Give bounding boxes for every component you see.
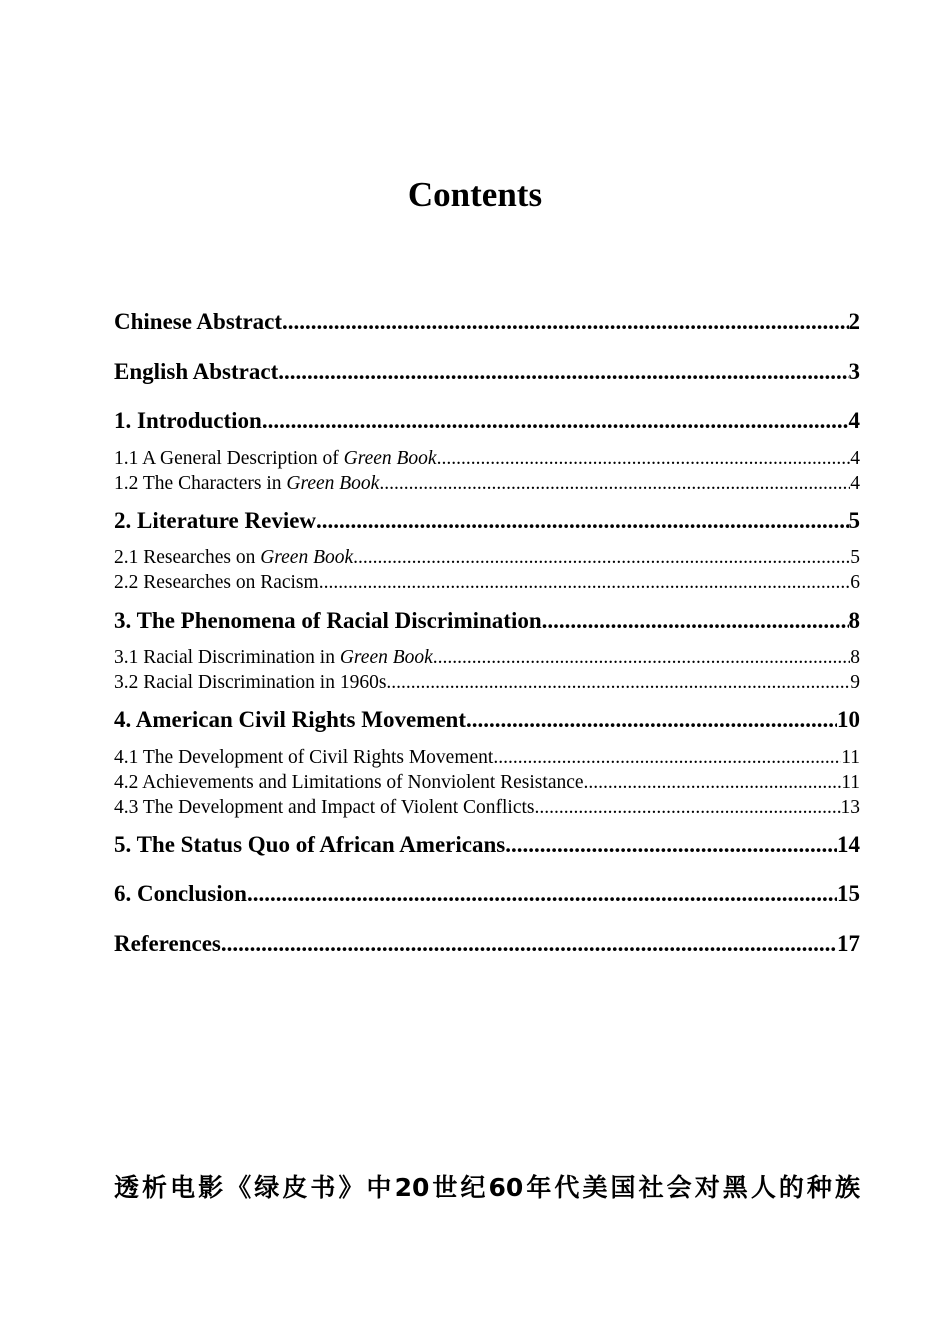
toc-entry-title: 1.2 The Characters in Green Book	[114, 473, 380, 494]
dot-leader	[386, 670, 850, 695]
toc-entry-title: 4.3 The Development and Impact of Violent Conflicts	[114, 797, 535, 818]
toc-page-number: 4	[848, 408, 860, 433]
toc-entry-title: 6. Conclusion	[114, 881, 247, 906]
toc-entry-english-abstract[interactable]	[114, 357, 860, 387]
dot-leader	[353, 545, 850, 570]
toc-entry-4-2[interactable]	[114, 770, 860, 795]
dot-leader	[493, 745, 841, 770]
dot-leader	[437, 446, 851, 471]
toc-page-number: 14	[837, 832, 860, 857]
toc-page-number: 6	[850, 572, 860, 593]
toc-entry-title: 4.2 Achievements and Limitations of Nonviolent Resistance	[114, 772, 584, 793]
toc-page-number: 9	[850, 672, 860, 693]
toc-page-number: 3	[848, 359, 860, 384]
toc-entry-conclusion[interactable]	[114, 879, 860, 909]
toc-entry-title: 2.2 Researches on Racism	[114, 572, 319, 593]
dot-leader	[505, 830, 837, 860]
toc-page-number: 4	[850, 448, 860, 469]
toc-entry-1-1[interactable]	[114, 446, 860, 471]
toc-entry-4-1[interactable]	[114, 745, 860, 770]
toc-page-number: 2	[848, 309, 860, 334]
toc-entry-status-quo[interactable]	[114, 830, 860, 860]
toc-entry-2-1[interactable]	[114, 545, 860, 570]
toc-entry-3-1[interactable]	[114, 645, 860, 670]
dot-leader	[282, 307, 848, 337]
dot-leader	[535, 795, 841, 820]
toc-entry-title: 5. The Status Quo of African Americans	[114, 832, 506, 857]
dot-leader	[247, 879, 837, 909]
dot-leader	[466, 705, 837, 735]
toc-page-number: 17	[837, 931, 860, 956]
dot-leader	[379, 471, 850, 496]
toc-entry-title: 2. Literature Review	[114, 508, 317, 533]
toc-entry-title: 1. Introduction	[114, 408, 262, 433]
toc-page-number: 8	[848, 608, 860, 633]
toc-page-number: 5	[850, 547, 860, 568]
toc-entry-references[interactable]	[114, 929, 860, 959]
dot-leader	[278, 357, 848, 387]
toc-page-number: 5	[848, 508, 860, 533]
dot-leader	[262, 406, 849, 436]
toc-page-number: 15	[837, 881, 860, 906]
dot-leader	[433, 645, 850, 670]
toc-entry-3-2[interactable]	[114, 670, 860, 695]
toc-page-number: 8	[850, 647, 860, 668]
page-title: Contents	[407, 175, 543, 215]
toc-entry-title: 2.1 Researches on Green Book	[114, 547, 354, 568]
toc-page-number: 10	[837, 707, 860, 732]
toc-entry-title: 3.1 Racial Discrimination in Green Book	[114, 647, 433, 668]
dot-leader	[542, 606, 849, 636]
toc-page-number: 11	[841, 772, 860, 793]
toc-entry-civil-rights-movement[interactable]	[114, 705, 860, 735]
dot-leader	[584, 770, 842, 795]
dot-leader	[316, 506, 848, 536]
toc-entry-2-2[interactable]	[114, 570, 860, 595]
dot-leader	[221, 929, 837, 959]
toc-entry-introduction[interactable]	[114, 406, 860, 436]
toc-entry-1-2[interactable]	[114, 471, 860, 496]
toc-page-number: 4	[850, 473, 860, 494]
toc-entry-4-3[interactable]	[114, 795, 860, 820]
toc-entry-title: References	[114, 931, 221, 956]
dot-leader	[319, 570, 851, 595]
toc-page-number: 11	[841, 747, 860, 768]
toc-entry-title: 4.1 The Development of Civil Rights Movement	[114, 747, 494, 768]
toc-entry-title: 3.2 Racial Discrimination in 1960s	[114, 672, 387, 693]
toc-entry-racial-discrimination[interactable]	[114, 606, 860, 636]
toc-entry-title: 4. American Civil Rights Movement	[114, 707, 466, 732]
toc-entry-title: English Abstract	[114, 359, 279, 384]
toc-entry-literature-review[interactable]	[114, 506, 860, 536]
chinese-thesis-title: 透析电影《绿皮书》中20世纪60年代美国社会对黑人的种族	[114, 1173, 860, 1202]
toc-entry-title: Chinese Abstract	[114, 309, 283, 334]
toc-entry-title: 1.1 A General Description of Green Book	[114, 448, 437, 469]
toc-entry-chinese-abstract[interactable]	[114, 307, 860, 337]
toc-entry-title: 3. The Phenomena of Racial Discrimination	[114, 608, 542, 633]
toc-page-number: 13	[840, 797, 860, 818]
